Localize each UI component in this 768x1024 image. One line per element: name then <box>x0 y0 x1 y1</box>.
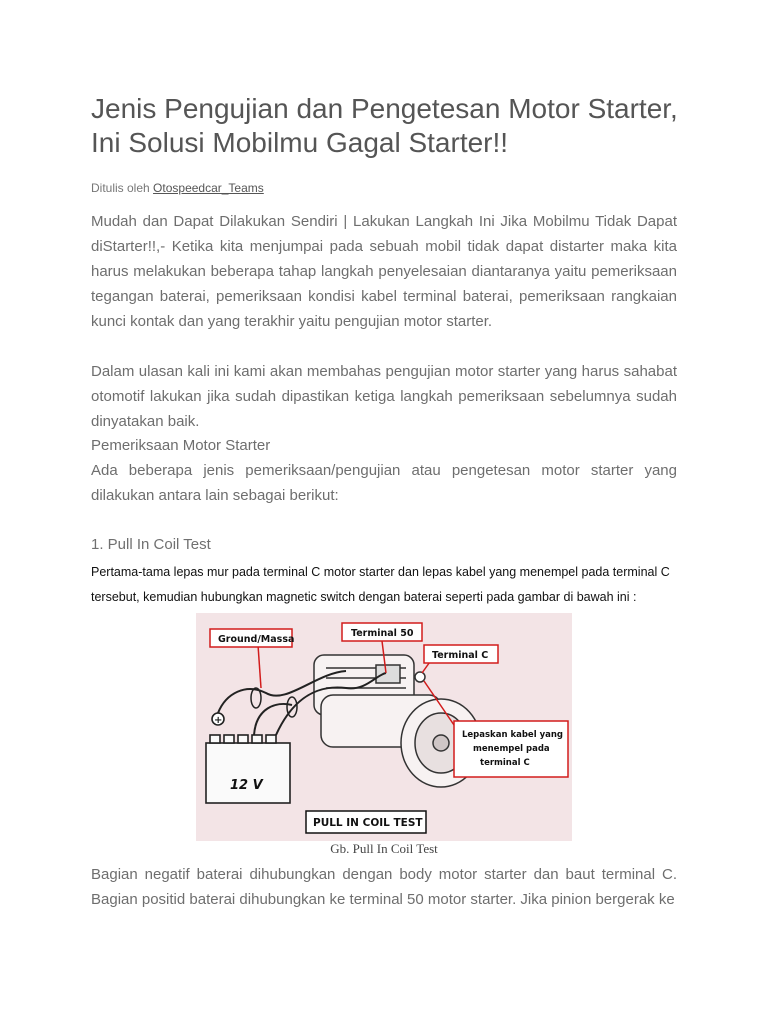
battery-plus-label: + <box>214 715 223 726</box>
terminal50-label: Terminal 50 <box>351 628 414 639</box>
ground-label: Ground/Massa <box>218 634 295 645</box>
byline <box>91 181 264 195</box>
author-link[interactable]: Otospeedcar_Teams <box>153 181 264 195</box>
note-line-2: menempel pada <box>473 744 550 754</box>
paragraph-2: Dalam ulasan kali ini kami akan membahas pengujian motor starter yang harus sahabat otomotif lakukan jika sudah dipastikan ketiga langkah pemeriksaan sebelumnya sudah dinyatakan baik. <box>91 363 677 430</box>
paragraph-3: Ada beberapa jenis pemeriksaan/pengujian atau pengetesan motor starter yang dilakukan antara lain sebagai berikut: <box>91 462 677 504</box>
figure-caption: Gb. Pull In Coil Test <box>330 841 438 856</box>
pull-in-coil-figure <box>196 613 572 841</box>
battery-voltage-label: 12 V <box>230 778 263 793</box>
note-line-1: Lepaskan kabel yang <box>462 730 563 740</box>
intro-paragraph: Mudah dan Dapat Dilakukan Sendiri | Lakukan Langkah Ini Jika Mobilmu Tidak Dapat diStarter!!,- Ketika kita menjumpai pada sebuah mobil tidak dapat distarter maka kita harus melakukan beberapa tahap langkah penyelesaian diantaranya yaitu pemeriksaan tegangan baterai, pemeriksaan kondisi kabel terminal baterai, pemeriksaan rangkaian kunci kontak dan yang terakhir yaitu pengujian motor starter. <box>91 213 677 330</box>
test-title-label: PULL IN COIL TEST <box>313 817 423 829</box>
figure-illustration <box>196 613 572 841</box>
paragraph-4: Bagian negatif baterai dihubungkan dengan body motor starter dan baut terminal C. Bagian positid baterai dihubungkan ke terminal 50 motor starter. Jika pinion bergerak ke <box>91 866 677 908</box>
section-heading: Pemeriksaan Motor Starter <box>91 437 271 454</box>
article-title: Jenis Pengujian dan Pengetesan Motor Starter, Ini Solusi Mobilmu Gagal Starter!! <box>91 93 678 158</box>
step1-instruction: Pertama-tama lepas mur pada terminal C motor starter dan lepas kabel yang menempel pada terminal C tersebut, kemudian hubungkan magnetic switch dengan baterai seperti pada gambar di bawah ini : <box>91 565 670 604</box>
step1-heading: 1. Pull In Coil Test <box>91 536 211 553</box>
note-line-3: terminal C <box>480 758 530 768</box>
byline-prefix: Ditulis oleh <box>91 181 150 195</box>
terminalc-label: Terminal C <box>432 650 489 661</box>
